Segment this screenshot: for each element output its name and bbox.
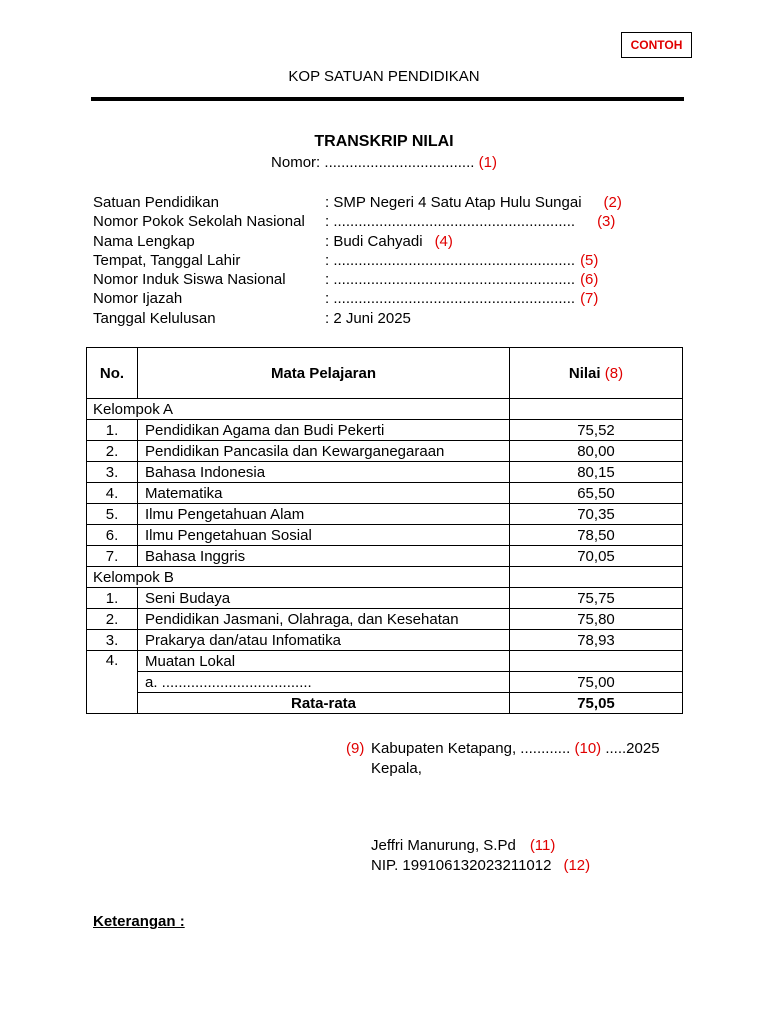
- signature-block: [346, 739, 660, 876]
- info-label: Tanggal Kelulusan: [93, 309, 216, 327]
- contoh-badge: CONTOH: [621, 32, 692, 58]
- info-label: Tempat, Tanggal Lahir: [93, 251, 241, 269]
- header-grade: Nilai (8): [510, 348, 683, 399]
- info-value: : SMP Negeri 4 Satu Atap Hulu Sungai (2): [325, 194, 622, 211]
- info-value: : .......................................................... (7): [325, 290, 599, 308]
- signer-nip: NIP. 199106132023211012 (12): [371, 857, 591, 874]
- group-b-label: Kelompok B: [87, 567, 510, 588]
- average-value: 75,05: [510, 693, 683, 714]
- muatan-subject: Muatan Lokal: [138, 651, 510, 672]
- group-b-grade-empty: [510, 567, 683, 588]
- group-a-grade-empty: [510, 399, 683, 420]
- table-row: [87, 651, 683, 672]
- signer-name: Jeffri Manurung, S.Pd (11): [371, 837, 556, 854]
- nomor-label: Nomor:: [271, 154, 321, 171]
- group-a-label: Kelompok A: [87, 399, 510, 420]
- average-row: [87, 693, 683, 714]
- nomor-dots: ....................................: [324, 154, 475, 171]
- document-number: [0, 154, 768, 171]
- header-subject: Mata Pelajaran: [138, 348, 510, 399]
- table-row: 3. Prakarya dan/atau Infomatika 78,93: [87, 630, 683, 651]
- table-row: 1. Pendidikan Agama dan Budi Pekerti 75,52: [87, 420, 683, 441]
- muatan-sub-grade: 75,00: [510, 672, 683, 693]
- info-value: : Budi Cahyadi (4): [325, 232, 453, 250]
- info-label: Nomor Pokok Sekolah Nasional: [93, 213, 305, 231]
- info-label: Satuan Pendidikan: [93, 194, 219, 211]
- name-line: [346, 836, 556, 856]
- table-row: 7. Bahasa Inggris 70,05: [87, 546, 683, 567]
- table-row: 2. Pendidikan Pancasila dan Kewarganegaraan 80,00: [87, 441, 683, 462]
- signer-role: Kepala,: [371, 760, 422, 777]
- table-header-row: [87, 348, 683, 399]
- average-label: Rata-rata: [138, 693, 510, 714]
- muatan-no: 4.: [87, 651, 138, 714]
- muatan-sub-label: a. ....................................: [138, 672, 510, 693]
- document-title: TRANSKRIP NILAI: [314, 133, 454, 150]
- table-row: 3. Bahasa Indonesia 80,15: [87, 462, 683, 483]
- info-value: : .......................................................... (5): [325, 251, 599, 269]
- nip-line: [346, 856, 591, 876]
- nomor-ref: (1): [478, 154, 497, 171]
- table-row: 5. Ilmu Pengetahuan Alam 70,35: [87, 504, 683, 525]
- info-value: : 2 Juni 2025: [325, 309, 411, 327]
- header-rule: [91, 97, 684, 101]
- grades-table: [86, 347, 683, 714]
- info-value: : .......................................................... (6): [325, 271, 599, 289]
- table-row: 6. Ilmu Pengetahuan Sosial 78,50: [87, 525, 683, 546]
- header-no: No.: [87, 348, 138, 399]
- info-value: : .......................................................... (3): [325, 213, 616, 231]
- place-ref: (9): [346, 740, 365, 757]
- info-label: Nama Lengkap: [93, 232, 195, 250]
- info-label: Nomor Ijazah: [93, 290, 183, 308]
- table-row: [87, 672, 683, 693]
- group-row: [87, 399, 683, 420]
- keterangan-heading: Keterangan :: [93, 913, 185, 930]
- place-date-line: [346, 739, 660, 759]
- table-row: 2. Pendidikan Jasmani, Olahraga, dan Kesehatan 75,80: [87, 609, 683, 630]
- role-line: [346, 759, 422, 779]
- table-row: 4. Matematika 65,50: [87, 483, 683, 504]
- table-row: 1. Seni Budaya 75,75: [87, 588, 683, 609]
- group-row: [87, 567, 683, 588]
- muatan-grade-empty: [510, 651, 683, 672]
- info-label: Nomor Induk Siswa Nasional: [93, 271, 286, 289]
- letterhead-placeholder: KOP SATUAN PENDIDIKAN: [288, 68, 480, 85]
- place-date: Kabupaten Ketapang, ............ (10) .....2025: [371, 740, 660, 757]
